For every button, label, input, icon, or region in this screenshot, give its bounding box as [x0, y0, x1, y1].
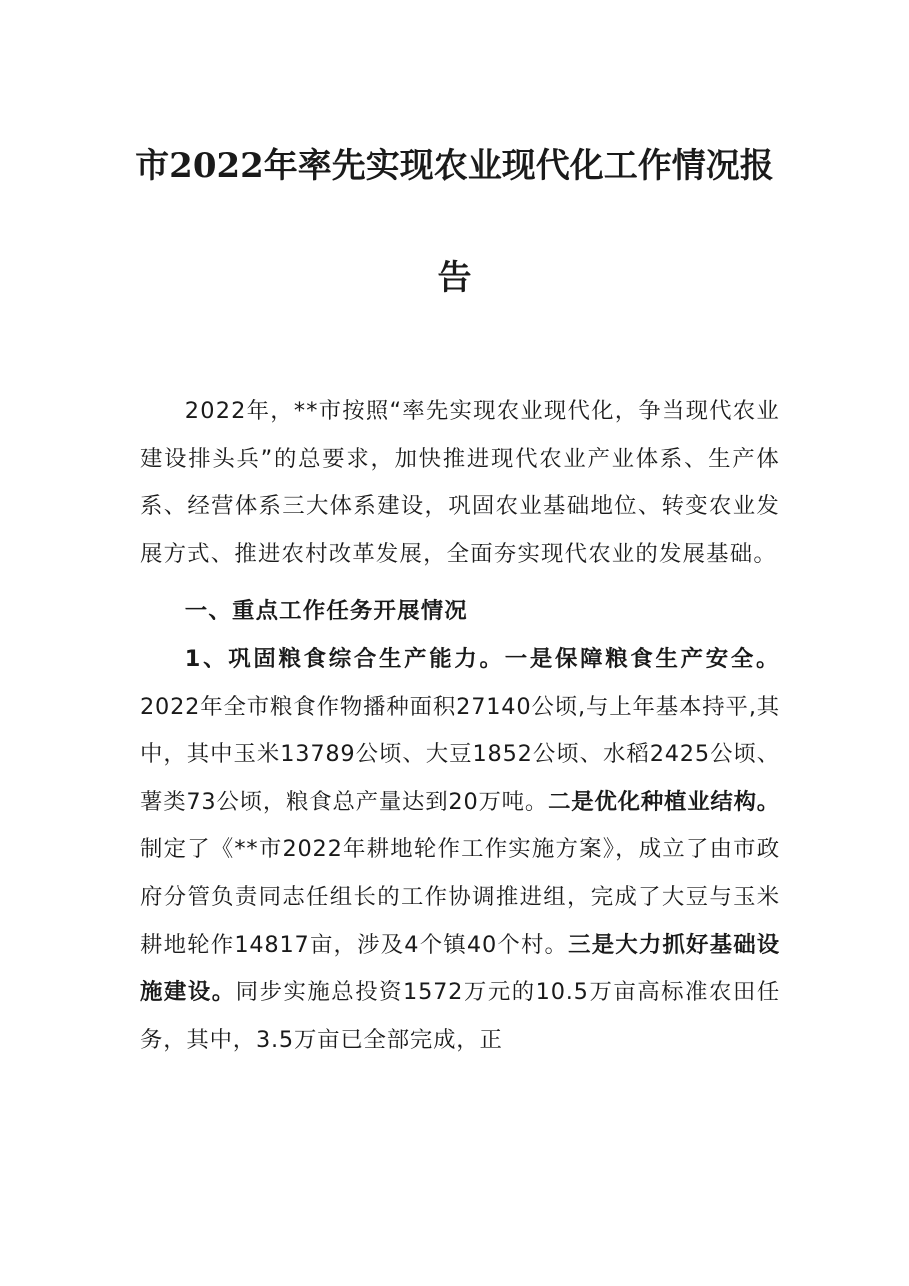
document-title-line-1: 市2022年率先实现农业现代化工作情况报	[135, 146, 774, 186]
item-paragraph-1	[140, 636, 780, 1064]
document-title-line-2: 告	[437, 258, 472, 298]
section-heading-1: 一、重点工作任务开展情况	[184, 598, 468, 625]
item-1-bold-3: 三是大力抓好基础设施建设。	[140, 931, 781, 1006]
item-1-text-2: 制定了《**市2022年耕地轮作工作实施方案》，成立了由市政府分管负责同志任组长的工作协调推进组，完成了大豆与玉米耕地轮作14817亩，涉及4个镇40个村。	[140, 836, 780, 958]
item-1-text-1: 2022年全市粮食作物播种面积27140公顷,与上年基本持平,其中，其中玉米13789公顷、大豆1852公顷、水稻2425公顷、薯类73公顷，粮食总产量达到20万吨。	[140, 693, 780, 815]
intro-paragraph: 2022年，**市按照“率先实现农业现代化，争当现代农业建设排头兵”的总要求，加快推进现代农业产业体系、生产体系、经营体系三大体系建设，巩固农业基础地位、转变农业发展方式、推进农村改革发展，全面夯实现代农业的发展基础。	[140, 398, 780, 567]
item-1-bold-2: 二是优化种植业结构。	[548, 788, 781, 815]
item-1-lead: 1、巩固粮食综合生产能力。一是保障粮食生产安全。	[184, 645, 780, 672]
item-1-text-3: 同步实施总投资1572万元的10.5万亩高标准农田任务，其中，3.5万亩已全部完成，正	[140, 979, 781, 1053]
document-body	[140, 388, 780, 1064]
